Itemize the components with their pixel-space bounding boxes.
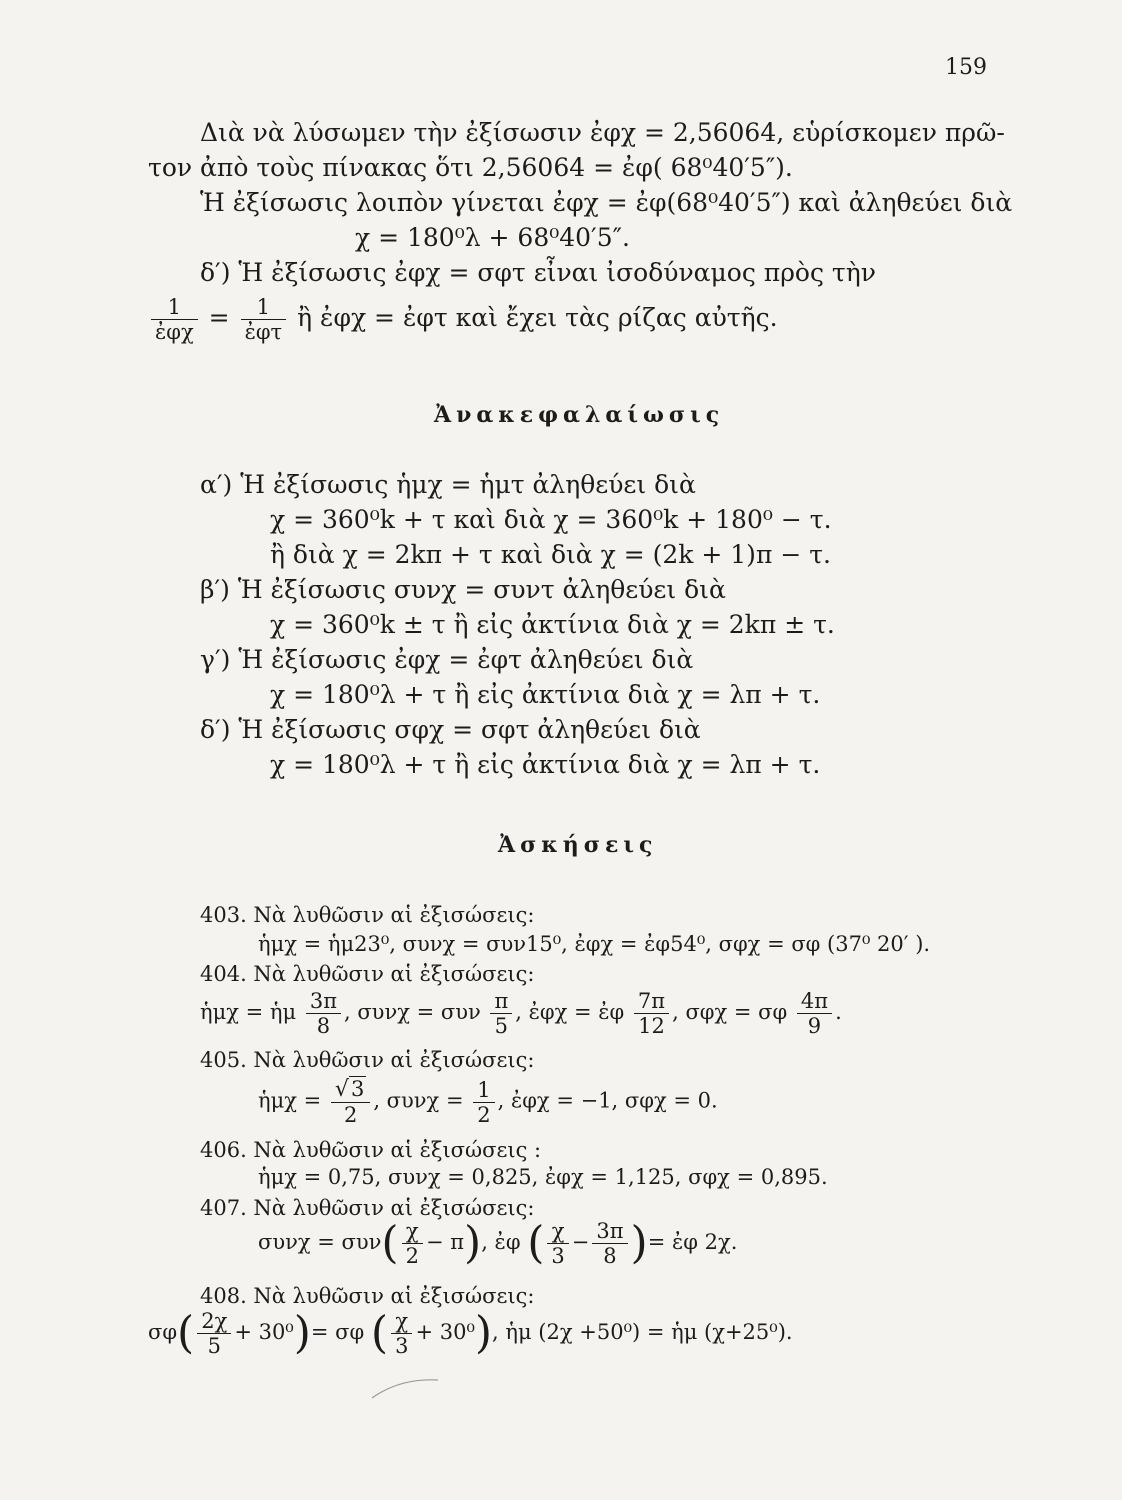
- fraction-sqrt3-over-2: $\frac{√3}{2}$: [331, 1078, 370, 1126]
- exercise-407-equations: συνχ = συν( $\frac{\chi}{2}$ − π), ἐφ ( $\frac{\chi}{3}$ − $\frac{3\pi}{8}$ )= ἐφ 2χ.: [258, 1217, 738, 1269]
- page-number: 159: [945, 55, 987, 80]
- fraction-pi-over-5: $\frac{\pi}{5}$: [490, 990, 512, 1037]
- exercise-403-title: 403. Νὰ λυθῶσιν αἱ ἐξισώσεις:: [200, 903, 535, 927]
- exercise-405-title: 405. Νὰ λυθῶσιν αἱ ἐξισώσεις:: [200, 1048, 535, 1072]
- exercise-408-equations: σφ( $\frac{2\chi}{5}$ + 30⁰)= σφ ( $\frac{\chi}{3}$ + 30⁰), ἡμ (2χ +50⁰) = ἡμ (χ+25⁰).: [148, 1307, 793, 1359]
- exercise-404-equations: ἡμχ = ἡμ $\frac{3\pi}{8}$ , συνχ = συν $\frac{\pi}{5}$ , ἐφχ = ἐφ $\frac{7\pi}{12}$ , σφχ = σφ $\frac{4\pi}{9}$ .: [200, 989, 842, 1039]
- intro-line-4: χ = 180⁰λ + 68⁰40′5″.: [355, 223, 630, 252]
- summary-d-line-2: χ = 180⁰λ + τ ἢ εἰς ἀκτίνια διὰ χ = λπ + τ.: [270, 750, 821, 779]
- fraction-x-over-3-b: $\frac{\chi}{3}$: [391, 1310, 412, 1357]
- summary-d-line-1: δ′) Ἡ ἐξίσωσις σφχ = σφτ ἀληθεύει διὰ: [200, 715, 701, 744]
- intro-line-2: τον ἀπὸ τοὺς πίνακας ὅτι 2,56064 = ἐφ( 68⁰40′5″).: [148, 153, 793, 182]
- fraction-7pi-over-12: $\frac{7\pi}{12}$: [634, 990, 669, 1037]
- intro-line-3: Ἡ ἐξίσωσις λοιπὸν γίνεται ἐφχ = ἐφ(68⁰40′5″) καὶ ἀληθεύει διὰ: [200, 188, 1013, 217]
- pen-stroke-mark: [370, 1372, 440, 1402]
- fraction-4pi-over-9: $\frac{4\pi}{9}$: [797, 990, 832, 1037]
- fraction-one-over-eft: $\frac{1}{\text{ἐφτ}}$: [241, 296, 287, 343]
- summary-a-line-1: α′) Ἡ ἐξίσωσις ἡμχ = ἡμτ ἀληθεύει διὰ: [200, 470, 696, 499]
- exercise-404-title: 404. Νὰ λυθῶσιν αἱ ἐξισώσεις:: [200, 962, 535, 986]
- summary-a-line-2: χ = 360⁰k + τ καὶ διὰ χ = 360⁰k + 180⁰ − τ.: [270, 505, 832, 534]
- sqrt-symbol: √3: [334, 1077, 365, 1102]
- exercise-407-title: 407. Νὰ λυθῶσιν αἱ ἐξισώσεις:: [200, 1196, 535, 1220]
- summary-b-line-2: χ = 360⁰k ± τ ἢ εἰς ἀκτίνια διὰ χ = 2kπ ± τ.: [270, 610, 835, 639]
- exercise-406-equations: ἡμχ = 0,75, συνχ = 0,825, ἐφχ = 1,125, σφχ = 0,895.: [258, 1165, 828, 1189]
- exercise-406-title: 406. Νὰ λυθῶσιν αἱ ἐξισώσεις :: [200, 1138, 542, 1162]
- summary-a-line-3: ἢ διὰ χ = 2kπ + τ καὶ διὰ χ = (2k + 1)π − τ.: [270, 540, 831, 569]
- summary-b-line-1: β′) Ἡ ἐξίσωσις συνχ = συντ ἀληθεύει διὰ: [200, 575, 726, 604]
- fraction-x-over-3: $\frac{\chi}{3}$: [547, 1220, 568, 1267]
- fraction-x-over-2: $\frac{\chi}{2}$: [402, 1220, 423, 1267]
- fraction-3pi-over-8-b: $\frac{3\pi}{8}$: [592, 1220, 627, 1267]
- exercise-405-equations: ἡμχ = $\frac{√3}{2}$ , συνχ = $\frac{1}{2}$ , ἐφχ = −1, σφχ = 0.: [258, 1077, 718, 1128]
- fraction-1-over-2: $\frac{1}{2}$: [473, 1079, 494, 1126]
- exercise-403-equations: ἡμχ = ἡμ23⁰, συνχ = συν15⁰, ἐφχ = ἐφ54⁰, σφχ = σφ (37⁰ 20′ ).: [258, 932, 931, 956]
- intro-line-1: Διὰ νὰ λύσωμεν τὴν ἐξίσωσιν ἐφχ = 2,56064, εὑρίσκομεν πρῶ-: [200, 118, 1005, 147]
- summary-heading: Ἀνακεφαλαίωσις: [434, 402, 725, 428]
- fraction-3pi-over-8: $\frac{3\pi}{8}$: [306, 990, 341, 1037]
- fraction-2x-over-5: $\frac{2\chi}{5}$: [197, 1310, 231, 1357]
- summary-g-line-1: γ′) Ἡ ἐξίσωσις ἐφχ = ἐφτ ἀληθεύει διὰ: [200, 645, 694, 674]
- intro-line-6: $\frac{1}{\text{ἐφχ}}$ = $\frac{1}{\text{ἐφτ}}$ ἢ ἐφχ = ἐφτ καὶ ἔχει τὰς ρίζας αὐτῆς.: [148, 296, 778, 343]
- summary-g-line-2: χ = 180⁰λ + τ ἢ εἰς ἀκτίνια διὰ χ = λπ + τ.: [270, 680, 821, 709]
- intro-line-5: δ′) Ἡ ἐξίσωσις ἐφχ = σφτ εἶναι ἰσοδύναμος πρὸς τὴν: [200, 258, 876, 287]
- exercise-408-title: 408. Νὰ λυθῶσιν αἱ ἐξισώσεις:: [200, 1284, 535, 1308]
- exercises-heading: Ἀσκήσεις: [498, 832, 658, 858]
- intro-line-6-rest: ἢ ἐφχ = ἐφτ καὶ ἔχει τὰς ρίζας αὐτῆς.: [297, 303, 778, 333]
- fraction-one-over-efx: $\frac{1}{\text{ἐφχ}}$: [151, 296, 198, 343]
